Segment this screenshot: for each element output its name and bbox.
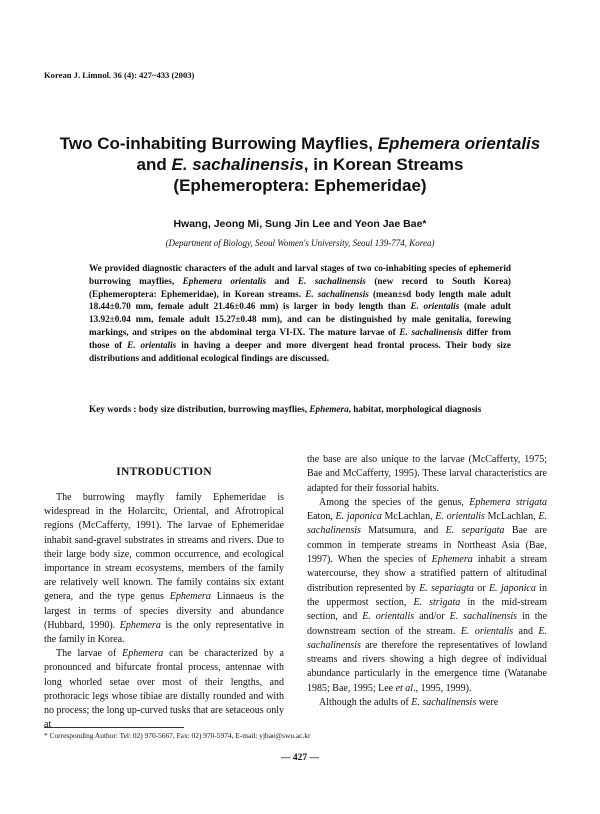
body-text: Among the species of the genus, <box>319 496 470 508</box>
species-name: E. japonica <box>488 582 536 594</box>
citation-etal: et al <box>395 682 414 694</box>
keywords-genus: Ephemera <box>309 404 349 414</box>
abstract <box>89 262 511 364</box>
body-text: McLachlan, <box>381 511 436 523</box>
body-text: Matsumura, and <box>360 525 446 537</box>
genus-name: Ephemera <box>431 554 473 566</box>
section-heading-introduction: INTRODUCTION <box>116 466 212 478</box>
abstract-text: and <box>266 275 298 286</box>
title-line1-text: Two Co-inhabiting Burrowing Mayflies, <box>59 134 378 153</box>
intro-paragraph-2 <box>44 647 284 732</box>
species-name: E. sachalinensis <box>307 511 547 537</box>
abstract-species: E. sachalinensis <box>297 275 366 286</box>
abstract-species: E. orientalis <box>410 301 460 312</box>
keywords-text: , habitat, morphological diagnosis <box>348 404 482 414</box>
body-text: in the uppermost section, <box>307 582 547 608</box>
body-text: The larvae of <box>56 648 123 660</box>
abstract-text: We provided diagnostic characters of the adult and larval stages of two co-inhabiting species of ephemerid burrowing mayflies, <box>89 263 511 286</box>
footnote: * Corresponding Author: Tel: 02) 970-5667, Fax: 02) 970-5974, E-mail: yjbae@swu.ac.kr <box>44 731 311 740</box>
species-name: E. sachalinensis <box>307 625 547 651</box>
title-line2-text-b: , in Korean Streams <box>303 155 464 174</box>
keywords-text: body size distribution, burrowing mayflies, <box>138 404 310 414</box>
species-name: E. sachalinensis <box>411 697 477 709</box>
abstract-text: in having a deeper and more divergent head frontal process. Their body size distributions and additional ecological findings are discussed. <box>89 339 511 363</box>
body-text: Linnaeus is the largest in terms of species diversity and abundance (Hubbard, 1990). <box>44 591 284 631</box>
intro-paragraph-1 <box>44 491 284 647</box>
paper-title <box>40 133 560 196</box>
body-text: or <box>473 582 489 594</box>
abstract-species: E. orientalis <box>127 339 177 350</box>
species-name: E. separiagta <box>419 582 474 594</box>
title-species-2: E. sachalinensis <box>171 155 304 174</box>
right-paragraph-3 <box>307 696 547 710</box>
species-name: E. orientalis <box>435 511 485 523</box>
right-column <box>307 453 547 710</box>
body-text: McLachlan, <box>484 511 539 523</box>
right-paragraph-2 <box>307 496 547 696</box>
genus-name: Ephemera <box>122 648 164 660</box>
body-text: ., 1995, 1999). <box>413 682 472 694</box>
abstract-text: (male adult 13.92±0.04 mm, female adult 15.27±0.48 mm), and can be distinguished by male genitalia, forewing markings, and stripes on the abdominal terga VI-IX. The mature larvae of <box>89 301 511 337</box>
species-name: E. orientalis <box>460 625 514 637</box>
genus-name: Ephemera <box>119 619 161 631</box>
body-text: in the downstream section of the stream. <box>307 611 548 637</box>
title-line3-text: (Ephemeroptera: Ephemeridae) <box>173 176 427 195</box>
page-number: — 427 — <box>281 753 319 763</box>
affiliation: (Department of Biology, Seoul Women's University, Seoul 139-774, Korea) <box>165 238 435 248</box>
species-name: Ephemera strigata <box>469 496 547 508</box>
title-species-1: Ephemera orientalis <box>377 134 541 153</box>
journal-reference: Korean J. Limnol. 36 (4): 427~433 (2003) <box>44 70 195 80</box>
genus-name: Ephemera <box>169 591 211 603</box>
body-text: and/or <box>414 611 450 623</box>
abstract-text: (new record to South Korea) (Ephemeroptera: Ephemeridae), in Korean streams. <box>89 275 511 299</box>
left-column <box>44 491 284 732</box>
title-line2-text-a: and <box>136 155 172 174</box>
right-paragraph-1: the base are also unique to the larvae (McCafferty, 1975; Bae and McCafferty, 1995). These larval characteristics are adapted for their fossorial habits. <box>307 454 547 494</box>
species-name: E. orientalis <box>362 611 415 623</box>
body-text: and <box>513 625 539 637</box>
species-name: E. sachalinensis <box>449 611 518 623</box>
species-name: E. strigata <box>413 596 461 608</box>
body-text: Eaton, <box>307 511 336 523</box>
author-list: Hwang, Jeong Mi, Sung Jin Lee and Yeon Jae Bae* <box>173 218 427 230</box>
body-text: The burrowing mayfly family Ephemeridae is widespread in the Holarcitc, Oriental, and Afrotropical regions (McCafferty, 1991). The larvae of Ephemeridae inhabit sand-gravel substrates in streams and rivers. Due to their large body size, common occurrence, and ecological importance in stream ecosystems, members of the family are relatively well known. The family contains six extant genera, and the type genus <box>44 492 284 603</box>
keywords-label: Key words : <box>89 404 139 414</box>
body-text: Bae are common in temperate streams in Northeast Asia (Bae, 1997). When the species of <box>307 525 547 566</box>
body-text: in the mid-stream section, and <box>307 596 547 623</box>
abstract-text: (mean±sd body length male adult 18.44±0.70 mm, female adult 21.46±0.46 mm) is larger in body length than <box>89 288 512 312</box>
abstract-species: E. sachalinensis <box>399 326 463 337</box>
species-name: E. japonica <box>335 511 382 523</box>
body-text: can be characterized by a pronounced and bifurcate frontal process, antennae with long whorled setae over most of their lengths, and prothoracic legs whose tibiae are distally rounded and with no process; the long up-curved tusks that are setaceous only at <box>44 648 284 731</box>
body-text: were <box>476 697 499 709</box>
keywords-list <box>139 403 511 416</box>
body-text: inhabit a stream watercourse, they show a stratified pattern of altitudinal distribution represented by <box>307 554 547 594</box>
body-text: are therefore the representatives of lowland streams and rivers showing a high degree of individual abundance particularly in the emergence time (Watanabe 1985; Bae, 1995; Lee <box>307 639 547 694</box>
abstract-species: Ephemera orientalis <box>182 275 267 286</box>
body-text: Although the adults of <box>319 697 412 709</box>
abstract-text: differ from those of <box>89 326 511 350</box>
abstract-species: E. sachalinensis <box>305 288 369 299</box>
species-name: E. separigata <box>445 525 505 537</box>
footnote-divider <box>44 727 184 728</box>
body-text: is the only representative in the family in Korea. <box>44 619 284 646</box>
keywords <box>89 403 511 416</box>
